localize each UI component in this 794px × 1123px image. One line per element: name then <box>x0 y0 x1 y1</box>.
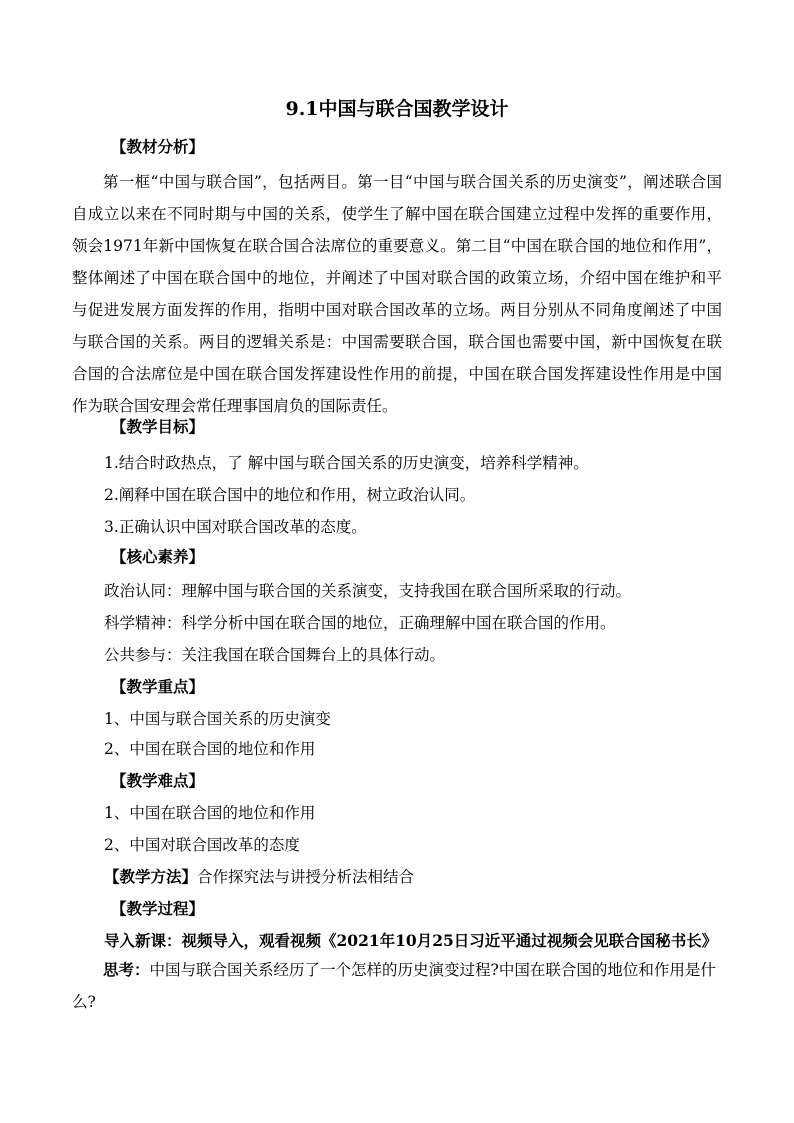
method-heading: 【教学方法】 <box>104 867 198 886</box>
think-label: 思考： <box>103 960 150 979</box>
goals-heading: 【教学目标】 <box>111 417 205 436</box>
core-item-1: 政治认同：理解中国与联合国的关系演变，支持我国在联合国所采取的行动。 <box>104 582 632 600</box>
analysis-heading: 【教材分析】 <box>111 137 205 156</box>
core-heading: 【核心素养】 <box>111 547 205 566</box>
core-item-2: 科学精神：科学分析中国在联合国的地位，正确理解中国在联合国的作用。 <box>104 614 616 632</box>
goal-item-3: 3.正确认识中国对联合国改革的态度。 <box>104 518 367 536</box>
think-text: 中国与联合国关系经历了一个怎样的历史演变过程?中国在联合国的地位和作用是什么? <box>72 961 716 1011</box>
core-item-3: 公共参与：关注我国在联合国舞台上的具体行动。 <box>104 646 446 664</box>
process-heading: 【教学过程】 <box>111 899 205 918</box>
method-text: 合作探究法与讲授分析法相结合 <box>197 868 415 886</box>
analysis-paragraph: 第一框“中国与联合国”，包括两目。第一目“中国与联合国关系的历史演变”，阐述联合国自成立以来在不同时期与中国的关系，使学生了解中国在联合国建立过程中发挥的重要作用，领会1971年新中国恢复在联合国合法席位的重要意义。第二目“中国在联合国的地位和作用”，整体阐述了中国在联合国中的地位，并阐述了中国对联合国的政策立场，介绍中国在维护和平与促进发展方面发挥的作用，指明中国对联合国改革的立场。两目分别从不同角度阐述了中国与联合国的关系。两目的逻辑关系是：中国需要联合国，联合国也需要中国，新中国恢复在联合国的合法席位是中国在联合国发挥建设性作用的前提，中国在联合国发挥建设性作用是中国作为联合国安理会常任理事国肩负的国际责任。 <box>72 173 722 415</box>
goal-item-1: 1.结合时政热点，了 解中国与联合国关系的历史演变，培养科学精神。 <box>104 454 589 472</box>
think-paragraph <box>72 954 722 1018</box>
difficult-item-1: 1、中国在联合国的地位和作用 <box>104 804 316 822</box>
difficult-item-2: 2、中国对联合国改革的态度 <box>104 836 300 854</box>
key-heading: 【教学重点】 <box>111 677 205 696</box>
key-item-2: 2、中国在联合国的地位和作用 <box>104 740 316 758</box>
intro-line: 导入新课：视频导入，观看视频《2021年10月25日习近平通过视频会见联合国秘书长》 <box>104 931 718 950</box>
page-title: 9.1中国与联合国教学设计 <box>285 98 509 120</box>
method-line <box>104 866 414 888</box>
goal-item-2: 2.阐释中国在联合国中的地位和作用，树立政治认同。 <box>104 486 476 504</box>
difficult-heading: 【教学难点】 <box>111 771 205 790</box>
key-item-1: 1、中国与联合国关系的历史演变 <box>104 710 331 728</box>
